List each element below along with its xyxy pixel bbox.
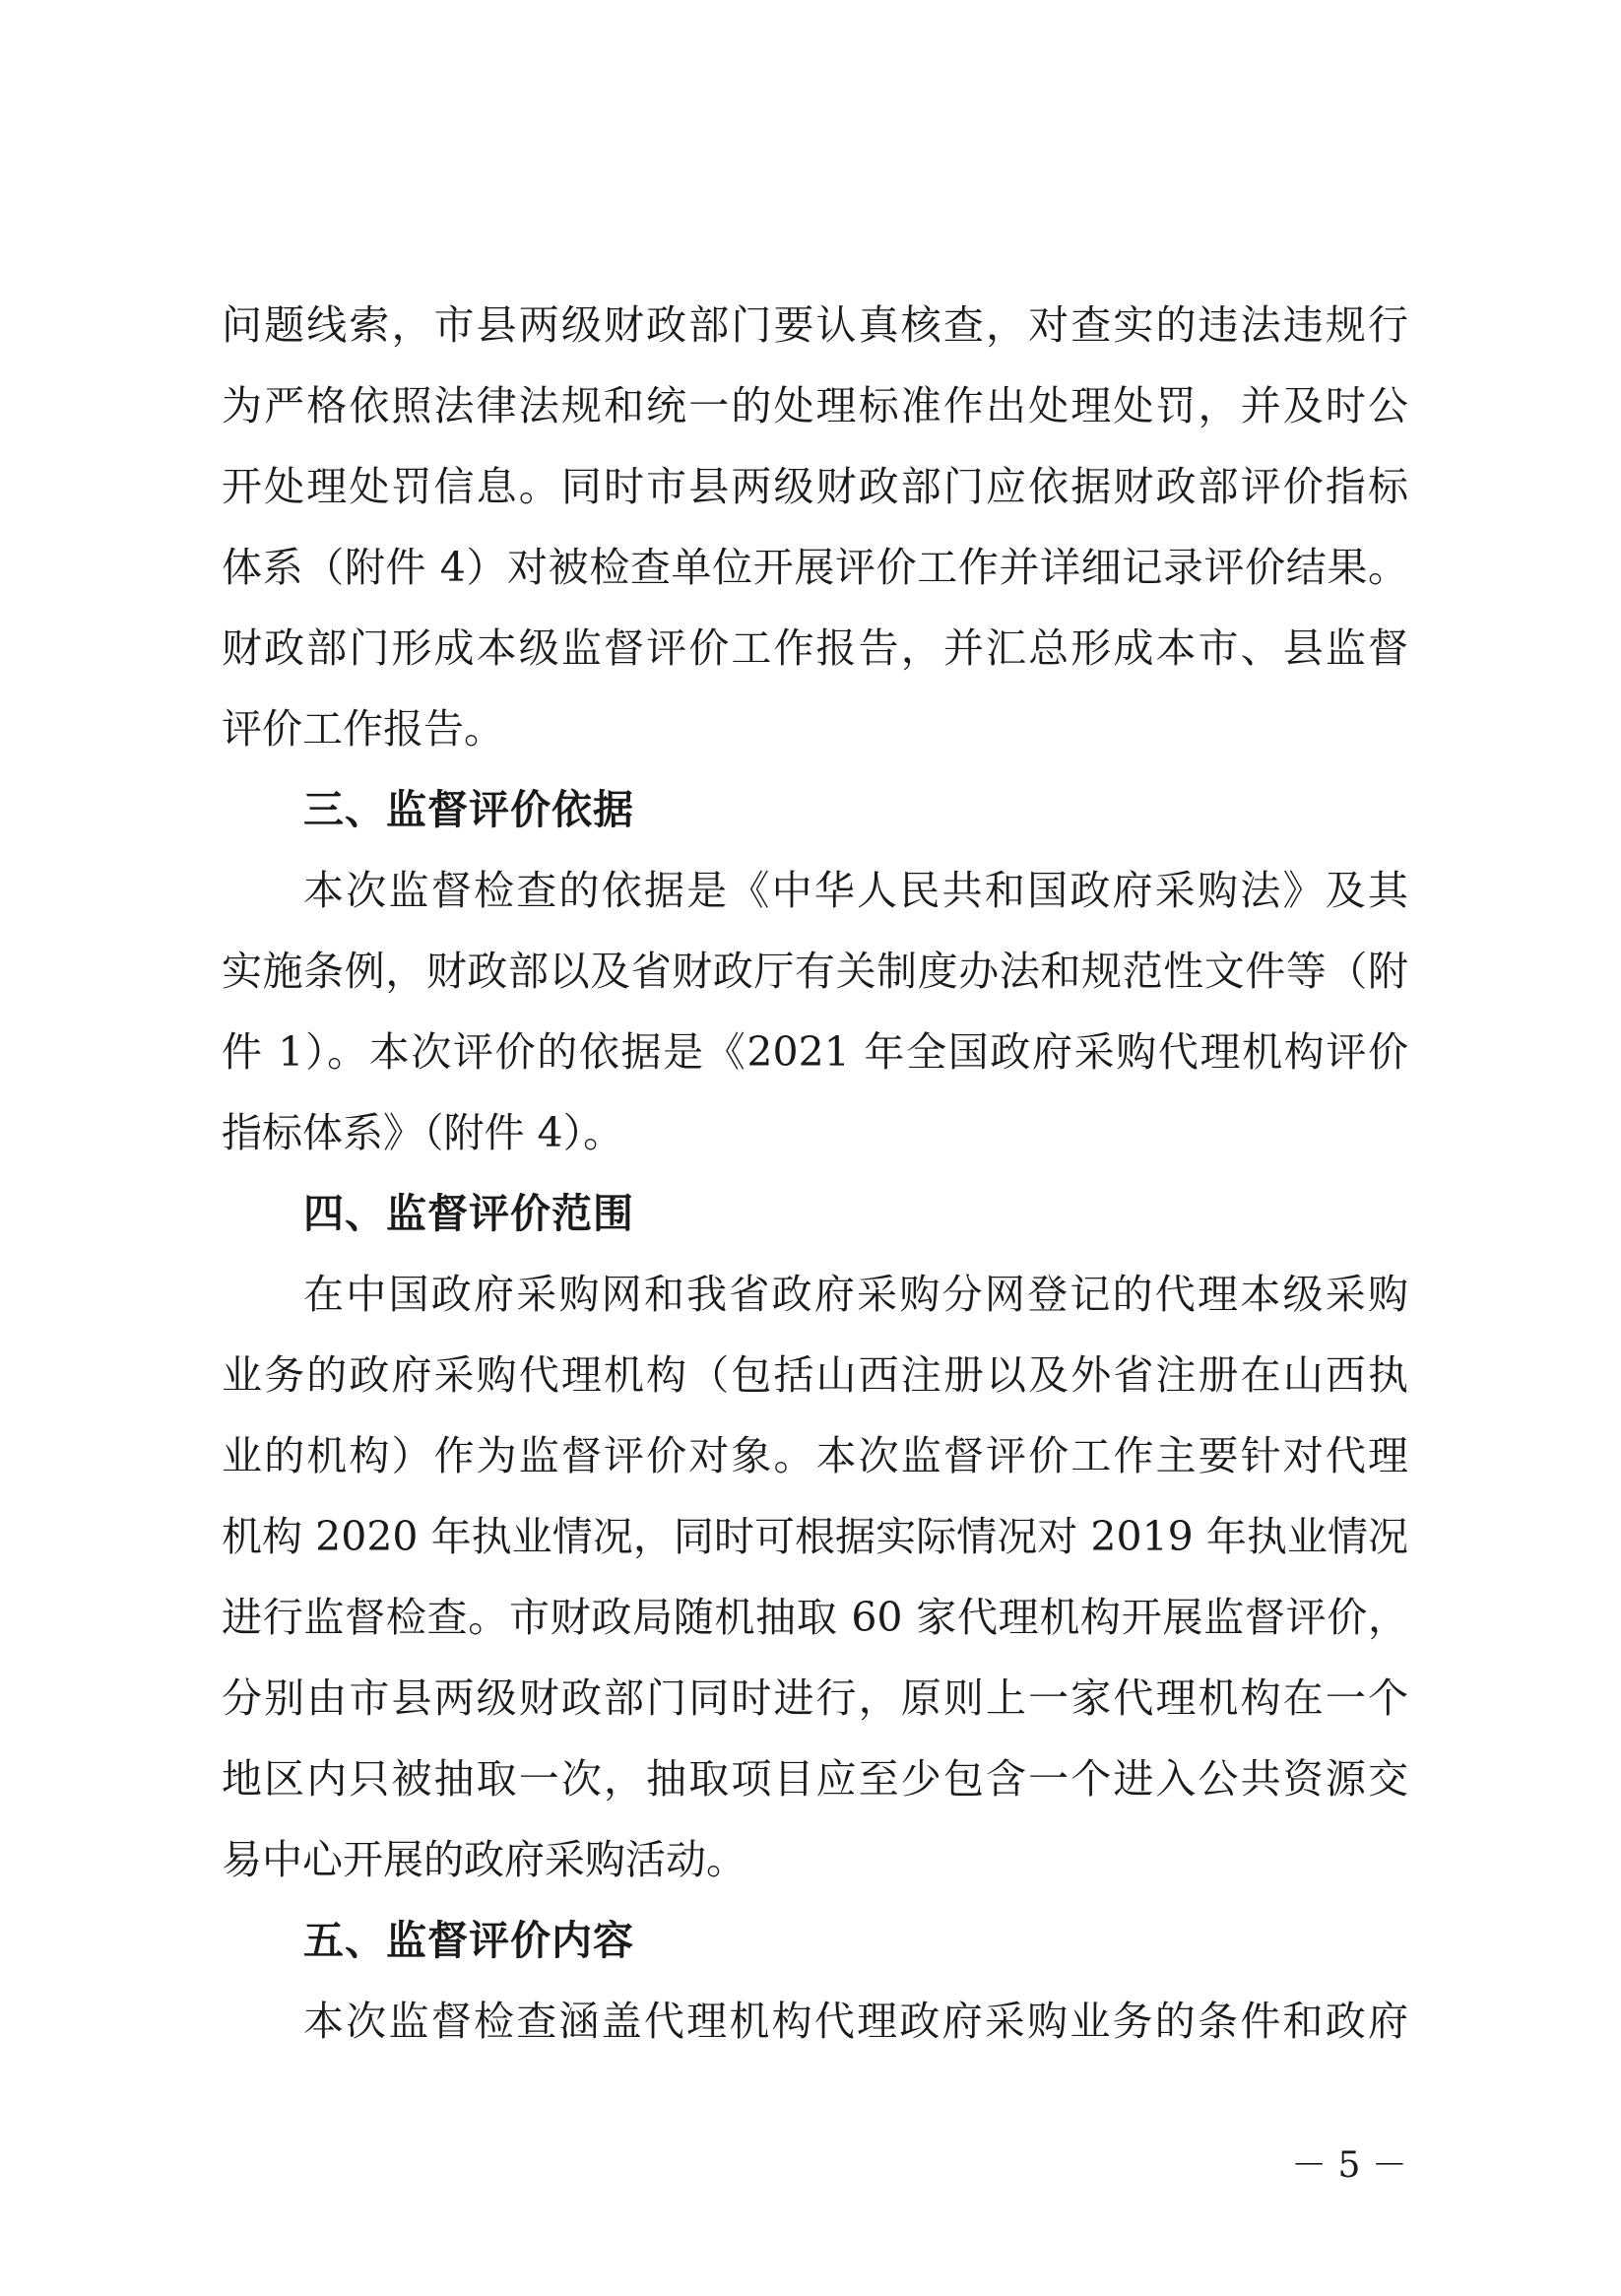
paragraph-line: 开处理处罚信息。同时市县两级财政部门应依据财政部评价指标 <box>222 463 1408 510</box>
paragraph-line: 财政部门形成本级监督评价工作报告，并汇总形成本市、县监督 <box>222 624 1408 672</box>
section-heading: 四、监督评价范围 <box>303 1190 634 1237</box>
paragraph-line: 分别由市县两级财政部门同时进行，原则上一家代理机构在一个 <box>222 1674 1408 1722</box>
paragraph-line: 地区内只被抽取一次，抽取项目应至少包含一个进入公共资源交 <box>222 1755 1408 1803</box>
paragraph-line: 业务的政府采购代理机构（包括山西注册以及外省注册在山西执 <box>222 1351 1408 1399</box>
paragraph-line: 本次监督检查涵盖代理机构代理政府采购业务的条件和政府 <box>303 1998 1408 2045</box>
paragraph-line: 实施条例，财政部以及省财政厅有关制度办法和规范性文件等（附 <box>222 948 1408 995</box>
paragraph-line: 评价工作报告。 <box>222 705 504 753</box>
paragraph-line: 业的机构）作为监督评价对象。本次监督评价工作主要针对代理 <box>222 1432 1408 1479</box>
paragraph-line: 件 1）。本次评价的依据是《2021 年全国政府采购代理机构评价 <box>222 1028 1408 1076</box>
page-number: － 5 － <box>1291 2145 1407 2186</box>
section-heading: 三、监督评价依据 <box>303 786 634 833</box>
paragraph-line: 在中国政府采购网和我省政府采购分网登记的代理本级采购 <box>303 1271 1408 1318</box>
paragraph-line: 机构 2020 年执业情况，同时可根据实际情况对 2019 年执业情况 <box>222 1513 1408 1560</box>
paragraph-line: 为严格依照法律法规和统一的处理标准作出处理处罚，并及时公 <box>222 382 1408 429</box>
paragraph-line: 易中心开展的政府采购活动。 <box>222 1836 746 1883</box>
paragraph-line: 进行监督检查。市财政局随机抽取 60 家代理机构开展监督评价， <box>222 1594 1408 1641</box>
paragraph-line: 问题线索，市县两级财政部门要认真核查，对查实的违法违规行 <box>222 301 1408 349</box>
paragraph-line: 本次监督检查的依据是《中华人民共和国政府采购法》及其 <box>303 867 1408 914</box>
paragraph-line: 指标体系》（附件 4）。 <box>222 1109 624 1156</box>
section-heading: 五、监督评价内容 <box>303 1917 634 1964</box>
paragraph-line: 体系（附件 4）对被检查单位开展评价工作并详细记录评价结果。 <box>222 544 1408 591</box>
